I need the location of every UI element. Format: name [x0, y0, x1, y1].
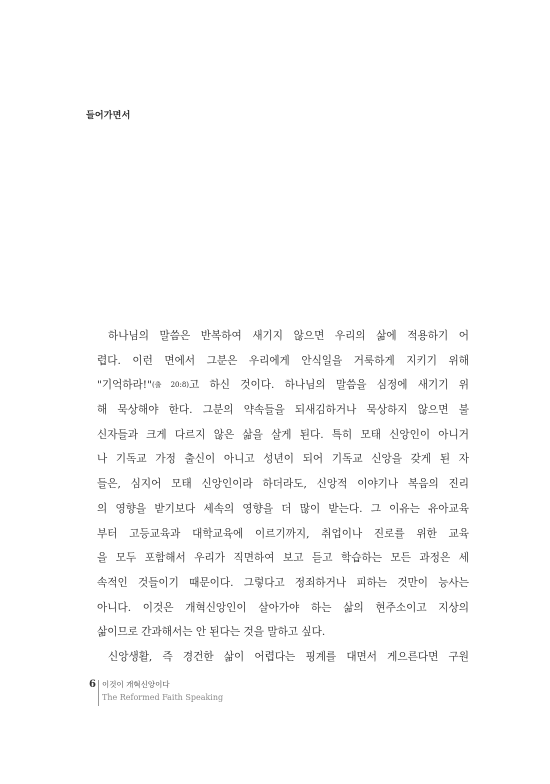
quote-text: 기억하라!" — [101, 379, 152, 392]
paragraph-line: 의 영향을 받기보다 세속의 영향을 더 많이 받는다. 그 이유는 유아교육 — [97, 502, 469, 515]
paragraph-line: 나 기독교 가정 출신이 아니고 성년이 되어 기독교 신앙을 갖게 된 자 — [97, 453, 469, 466]
paragraph-line: 신앙생활, 즉 경건한 삶이 어렵다는 핑계를 대면서 게으른다면 구원 — [108, 650, 469, 663]
body-text — [97, 324, 469, 670]
section-heading: 들어가면서 — [86, 111, 131, 121]
paragraph-line: 속적인 것들이기 때문이다. 그렇다고 정죄하거나 피하는 것만이 능사는 — [97, 576, 469, 589]
footer-divider — [98, 680, 99, 706]
quote-open: " — [97, 379, 102, 392]
paragraph-line: 하나님의 말씀은 반복하여 새기지 않으면 우리의 삶에 적용하기 어 — [108, 330, 469, 342]
quote-continuation: 고 하신 것이다. 하나님의 말씀을 심정에 새기기 위 — [189, 379, 469, 392]
paragraph-line: 을 모두 포함해서 우리가 직면하여 보고 듣고 학습하는 모든 과정은 세 — [97, 552, 469, 565]
paragraph-line: 렵다. 이런 면에서 그분은 우리에게 안식일을 거룩하게 지키기 위해 — [97, 354, 469, 367]
paragraph-line: 부터 고등교육과 대학교육에 이르기까지, 취업이나 진로를 위한 교육 — [97, 527, 469, 540]
running-subtitle: The Reformed Faith Speaking — [102, 693, 224, 702]
paragraph-line: 삶이므로 간과해서는 안 된다는 것을 말하고 싶다. — [97, 626, 326, 639]
running-title: 이것이 개혁신앙이다 — [102, 680, 170, 689]
paragraph-line: 아니다. 이것은 개혁신앙인이 살아가야 하는 삶의 현주소이고 지상의 — [97, 601, 469, 614]
page-number: 6 — [89, 679, 96, 690]
scripture-reference: (출 20:8) — [151, 381, 190, 390]
paragraph-line: 해 묵상해야 한다. 그분의 약속들을 되새김하거나 묵상하지 않으면 불 — [97, 404, 469, 417]
paragraph-line: 들은, 심지어 모태 신앙인이라 하더라도, 신앙적 이야기나 복음의 진리 — [97, 478, 469, 491]
paragraph-line: 신자들과 크게 다르지 않은 삶을 살게 된다. 특히 모태 신앙인이 아니거 — [97, 428, 469, 441]
paragraph-line-with-reference — [97, 373, 469, 398]
